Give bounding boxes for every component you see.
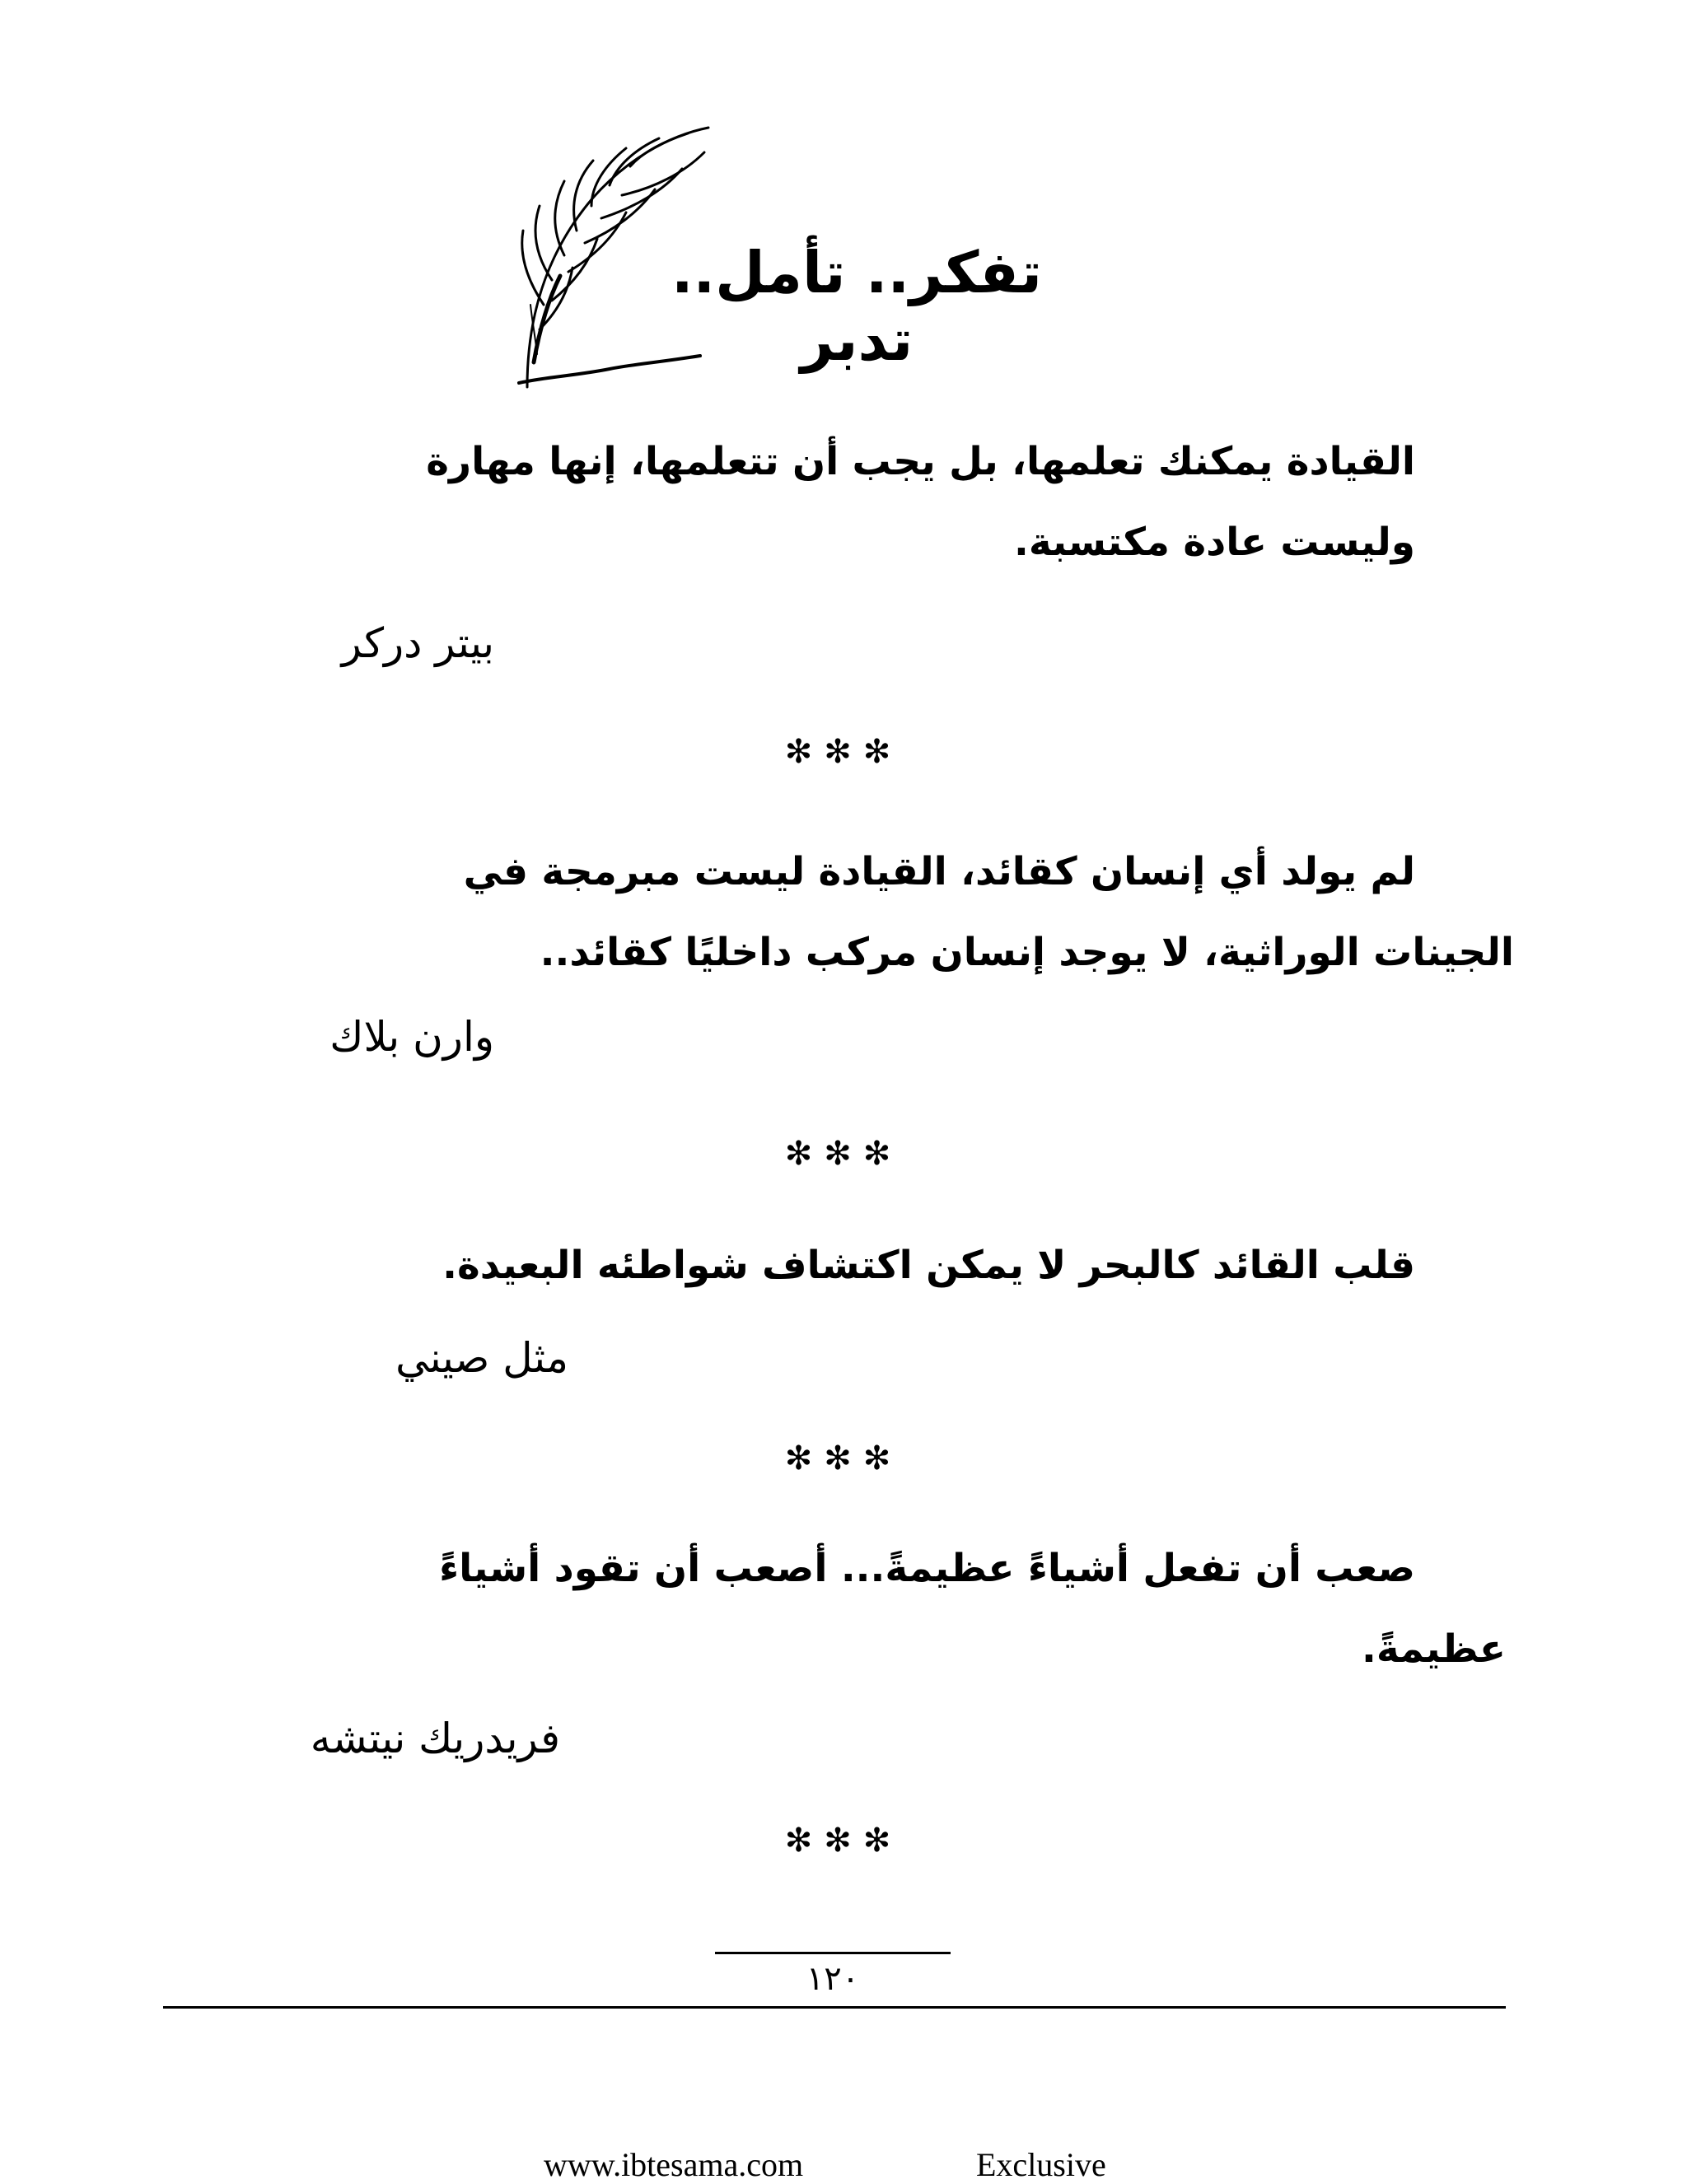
- footer-site: www.ibtesama.com: [544, 2146, 804, 2183]
- quote-4-line-2: عظيمةً.: [1362, 1626, 1506, 1672]
- quote-1-author: بيتر دركر: [341, 619, 494, 667]
- quote-2-author: وارن بلاك: [329, 1013, 494, 1061]
- footer-tag: Exclusive: [976, 2146, 1106, 2183]
- quote-1-line-2: وليست عادة مكتسبة.: [1014, 520, 1415, 565]
- quote-2-line-1: لم يولد أي إنسان كقائد، القيادة ليست مبرمجة في: [463, 849, 1415, 894]
- quote-2-line-2: الجينات الوراثية، لا يوجد إنسان مركب داخليًا كقائد..: [540, 930, 1514, 975]
- quote-3: [81, 1225, 1415, 1306]
- quote-4: [81, 1528, 1506, 1690]
- quote-1-line-1: القيادة يمكنك تعلمها، بل يجب أن تتعلمها، إنها مهارة: [426, 439, 1415, 484]
- quote-3-author: مثل صيني: [395, 1334, 568, 1382]
- quote-1: [81, 422, 1415, 583]
- footer-rule: [163, 2006, 1506, 2009]
- page-number-rule: [715, 1952, 951, 1954]
- page-title: تفكر.. تأمل.. تدبر: [671, 239, 1043, 374]
- quote-3-line-1: قلب القائد كالبحر لا يمكن اكتشاف شواطئه البعيدة.: [442, 1243, 1415, 1288]
- separator-1: ✻✻✻: [784, 733, 903, 771]
- page-number: ١٢٠: [806, 1960, 860, 1998]
- separator-3: ✻✻✻: [784, 1440, 903, 1477]
- quote-4-author: فريدريك نيتشه: [310, 1715, 560, 1762]
- separator-4: ✻✻✻: [784, 1822, 903, 1860]
- separator-2: ✻✻✻: [784, 1135, 903, 1173]
- quote-4-line-1: صعب أن تفعل أشياءً عظيمةً... أصعب أن تقود أشياءً: [439, 1546, 1415, 1591]
- quote-2: [81, 832, 1514, 993]
